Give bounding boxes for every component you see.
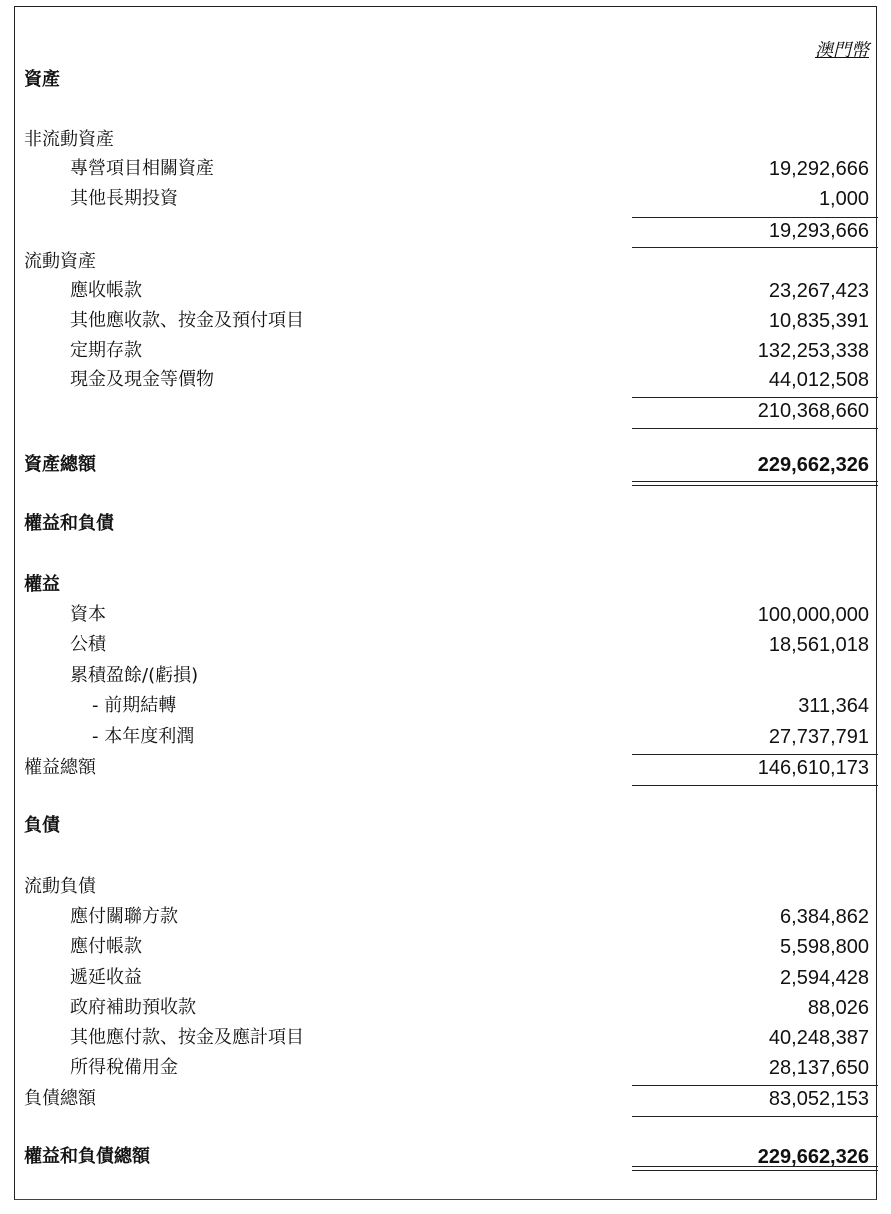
total-liabilities-row <box>0 1084 891 1114</box>
table-row <box>0 336 891 366</box>
row-label: 應付關聯方款 <box>70 906 178 927</box>
row-label: - 本年度利潤 <box>92 726 195 747</box>
row-value: 100,000,000 <box>757 604 869 626</box>
table-row <box>0 963 891 993</box>
table-row <box>0 306 891 336</box>
row-value: 83,052,153 <box>768 1088 869 1110</box>
row-label: 所得稅備用金 <box>70 1057 178 1078</box>
row-value: 27,737,791 <box>768 726 869 748</box>
double-rule <box>632 481 878 486</box>
subtotal-rule <box>632 785 878 786</box>
row-value: 28,137,650 <box>768 1057 869 1079</box>
total-equity-row <box>0 753 891 783</box>
row-value: 1,000 <box>818 188 869 210</box>
row-label: 權益 <box>24 574 60 595</box>
row-label: 流動資產 <box>24 251 96 272</box>
row-label: 權益總額 <box>24 757 96 778</box>
table-row <box>0 902 891 932</box>
table-row <box>0 932 891 962</box>
table-row <box>0 1023 891 1053</box>
row-value: 88,026 <box>807 997 869 1019</box>
table-row <box>0 154 891 184</box>
row-value: 132,253,338 <box>757 340 869 362</box>
table-row <box>0 1053 891 1083</box>
row-label: 其他長期投資 <box>70 188 178 209</box>
row-value: 311,364 <box>798 695 869 717</box>
row-value: 5,598,800 <box>780 936 869 958</box>
row-label: 流動負債 <box>24 876 96 897</box>
row-label: 權益和負債 <box>24 513 114 534</box>
table-row <box>0 691 891 721</box>
table-row <box>0 630 891 660</box>
row-label: 遞延收益 <box>70 967 142 988</box>
section-liabilities <box>0 811 891 841</box>
section-assets <box>0 65 891 95</box>
subsection-current-assets <box>0 247 891 277</box>
table-row <box>0 184 891 214</box>
subtotal-rule <box>632 428 878 429</box>
table-row <box>0 993 891 1023</box>
subtotal-row <box>0 216 891 246</box>
table-row <box>0 661 891 691</box>
section-equity-liabilities <box>0 509 891 539</box>
row-label: 其他應收款、按金及預付項目 <box>70 310 304 331</box>
row-label: 應收帳款 <box>70 280 142 301</box>
table-row <box>0 600 891 630</box>
row-value: 19,293,666 <box>768 220 869 242</box>
row-label: 累積盈餘/(虧損) <box>70 665 199 686</box>
row-label: 其他應付款、按金及應計項目 <box>70 1027 304 1048</box>
subsection-equity <box>0 570 891 600</box>
row-value: 18,561,018 <box>768 634 869 656</box>
double-rule <box>632 1166 878 1171</box>
subsection-non-current-assets <box>0 125 891 155</box>
row-value: 40,248,387 <box>768 1027 869 1049</box>
total-assets-row <box>0 450 891 480</box>
subtotal-rule <box>632 1116 878 1117</box>
row-value: 229,662,326 <box>757 454 869 476</box>
row-value: 6,384,862 <box>780 906 869 928</box>
row-label: 權益和負債總額 <box>24 1146 150 1167</box>
row-label: 資產 <box>24 69 60 90</box>
row-value: 146,610,173 <box>757 757 869 779</box>
row-label: 非流動資產 <box>24 129 114 150</box>
row-label: 負債 <box>24 815 60 836</box>
row-label: 應付帳款 <box>70 936 142 957</box>
row-value: 10,835,391 <box>768 310 869 332</box>
row-value: 2,594,428 <box>780 967 869 989</box>
currency-label: 澳門幣 <box>815 40 869 61</box>
row-value: 44,012,508 <box>768 369 869 391</box>
subtotal-row <box>0 396 891 426</box>
row-label: - 前期結轉 <box>92 695 177 716</box>
row-label: 定期存款 <box>70 340 142 361</box>
row-value: 210,368,660 <box>757 400 869 422</box>
row-label: 負債總額 <box>24 1088 96 1109</box>
table-row <box>0 722 891 752</box>
row-label: 公積 <box>70 634 106 655</box>
row-label: 專營項目相關資產 <box>70 158 214 179</box>
subsection-current-liabilities <box>0 872 891 902</box>
table-row <box>0 276 891 306</box>
row-value: 229,662,326 <box>757 1146 869 1168</box>
row-value: 23,267,423 <box>768 280 869 302</box>
table-row <box>0 365 891 395</box>
row-label: 資本 <box>70 604 106 625</box>
row-label: 資產總額 <box>24 454 96 475</box>
row-value: 19,292,666 <box>768 158 869 180</box>
row-label: 現金及現金等價物 <box>70 369 214 390</box>
row-label: 政府補助預收款 <box>70 997 196 1018</box>
